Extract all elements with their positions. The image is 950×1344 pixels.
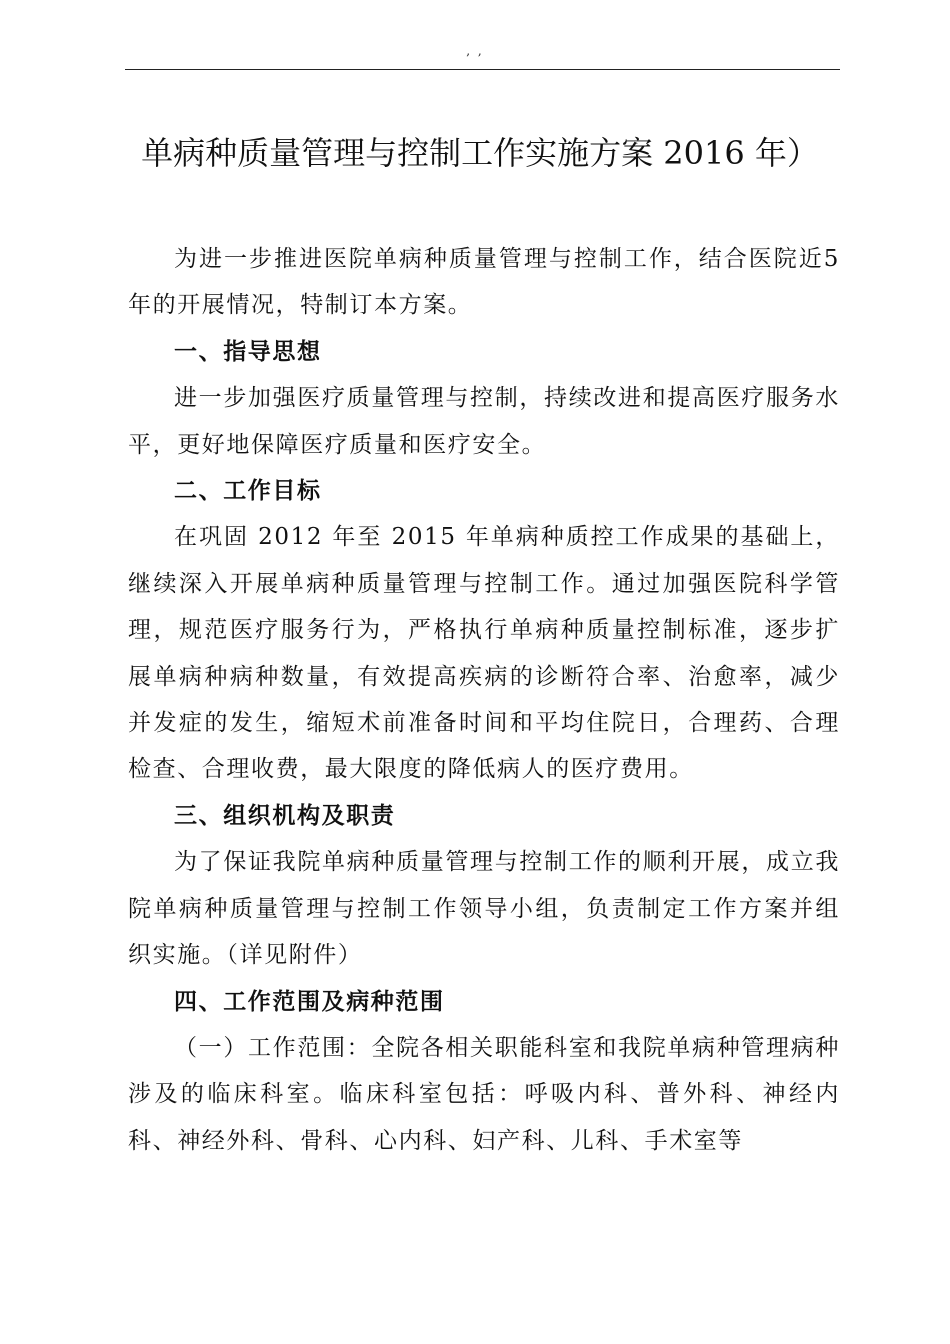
- section-heading-organization: 三、组织机构及职责: [174, 802, 396, 829]
- section-paragraph: 进一步加强医疗质量管理与控制，持续改进和提高医疗服务水平，更好地保障医疗质量和医疗安全。: [128, 385, 840, 458]
- section-paragraph: （一）工作范围：全院各相关职能科室和我院单病种管理病种涉及的临床科室。临床科室包括：呼吸内科、普外科、神经内科、神经外科、骨科、心内科、妇产科、儿科、手术室等: [128, 1034, 840, 1154]
- section-heading-guiding-ideology: 一、指导思想: [174, 338, 322, 365]
- header-divider: [125, 69, 840, 70]
- section-heading-work-goals: 二、工作目标: [174, 478, 322, 505]
- document-body: [128, 236, 840, 1164]
- section-heading-scope: 四、工作范围及病种范围: [174, 988, 445, 1015]
- document-title: 单病种质量管理与控制工作实施方案 2016 年）: [141, 134, 819, 172]
- page-header-mark: , ,: [466, 44, 484, 58]
- section-paragraph: 为了保证我院单病种质量管理与控制工作的顺利开展，成立我院单病种质量管理与控制工作领导小组，负责制定工作方案并组织实施。（详见附件）: [128, 849, 840, 969]
- intro-paragraph: 为进一步推进医院单病种质量管理与控制工作，结合医院近5年的开展情况，特制订本方案。: [128, 246, 840, 319]
- section-paragraph: 在巩固 2012 年至 2015 年单病种质控工作成果的基础上，继续深入开展单病种质量管理与控制工作。通过加强医院科学管理，规范医疗服务行为，严格执行单病种质量控制标准，逐步扩展单病种病种数量，有效提高疾病的诊断符合率、治愈率，减少并发症的发生，缩短术前准备时间和平均住院日，合理药、合理检查、合理收费，最大限度的降低病人的医疗费用。: [128, 524, 840, 783]
